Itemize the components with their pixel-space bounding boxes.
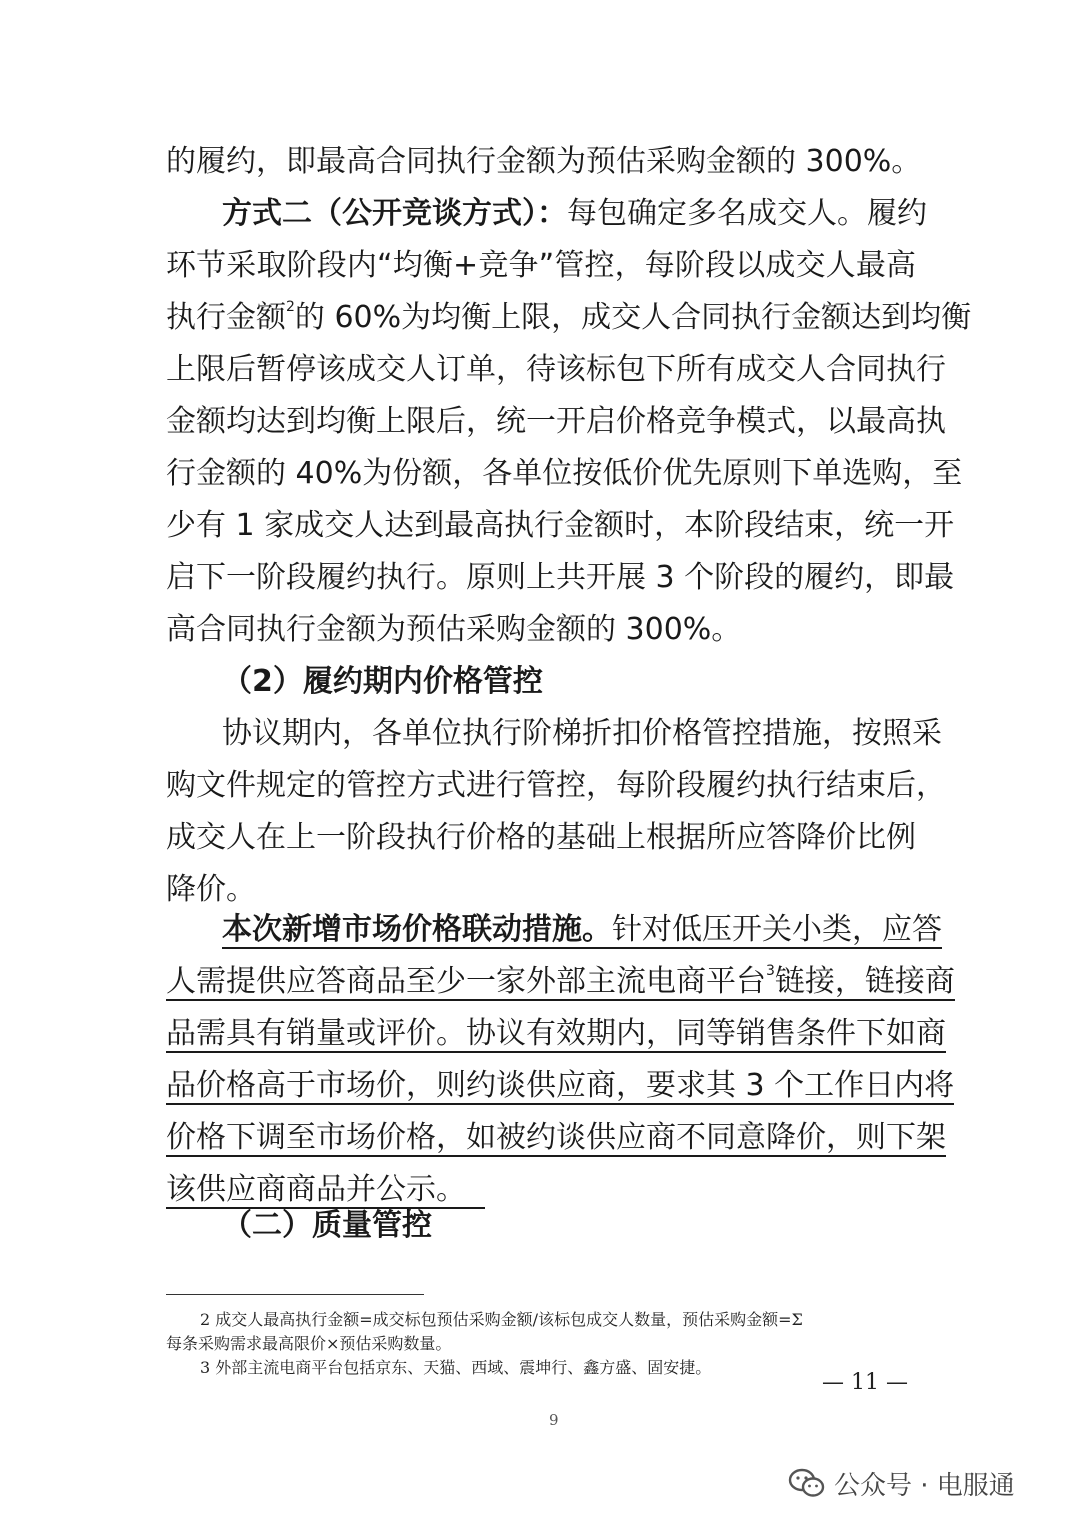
body-line: 购文件规定的管控方式进行管控，每阶段履约执行结束后， bbox=[166, 768, 946, 803]
sheet-number: 9 bbox=[549, 1411, 559, 1429]
body-line: 行金额的 40%为份额，各单位按低价优先原则下单选购，至 bbox=[166, 456, 963, 491]
footnote-3: 3 外部主流电商平台包括京东、天猫、西域、震坤行、鑫方盛、固安捷。 bbox=[200, 1358, 712, 1377]
watermark-text: 公众号 · 电服通 bbox=[834, 1470, 1015, 1501]
footnote-ref: 3 bbox=[766, 963, 775, 979]
page-number: — 11 — bbox=[822, 1370, 908, 1395]
wechat-watermark bbox=[788, 1463, 1015, 1503]
body-line: 少有 1 家成交人达到最高执行金额时，本阶段结束，统一开 bbox=[166, 508, 955, 543]
body-line: 降价。 bbox=[166, 872, 256, 907]
body-line: 的履约，即最高合同执行金额为预估采购金额的 300%。 bbox=[166, 144, 922, 179]
body-line-underlined: 品价格高于市场价，则约谈供应商，要求其 3 个工作日内将 bbox=[166, 1068, 955, 1103]
body-line: 高合同执行金额为预估采购金额的 300%。 bbox=[166, 612, 742, 647]
section-heading-price-control: （2）履约期内价格管控 bbox=[222, 664, 543, 699]
body-line: 方式二（公开竞谈方式）：每包确定多名成交人。履约 bbox=[222, 196, 927, 231]
body-line: 金额均达到均衡上限后，统一开启价格竞争模式，以最高执 bbox=[166, 404, 946, 439]
body-line: 执行金额$^2$的 60%为均衡上限，成交人合同执行金额达到均衡 bbox=[166, 299, 972, 335]
section-heading-quality-control: （二）质量管控 bbox=[222, 1208, 432, 1243]
body-line: 环节采取阶段内“均衡+竞争”管控，每阶段以成交人最高 bbox=[166, 248, 916, 283]
new-measure-label: 本次新增市场价格联动措施。 bbox=[222, 912, 612, 947]
body-line-underlined: 该供应商商品并公示。 bbox=[166, 1164, 916, 1216]
footnote-divider bbox=[166, 1294, 424, 1295]
wechat-icon bbox=[788, 1467, 826, 1499]
body-line: 成交人在上一阶段执行价格的基础上根据所应答降价比例 bbox=[166, 820, 916, 855]
body-line: 协议期内，各单位执行阶梯折扣价格管控措施，按照采 bbox=[222, 716, 942, 751]
footnote-2-continued: 每条采购需求最高限价×预估采购数量。 bbox=[166, 1334, 452, 1353]
body-line: 上限后暂停该成交人订单，待该标包下所有成交人合同执行 bbox=[166, 352, 946, 387]
method-two-label: 方式二（公开竞谈方式）： bbox=[222, 196, 567, 231]
footnote-ref: 2 bbox=[286, 299, 295, 315]
body-line-underlined: 本次新增市场价格联动措施。针对低压开关小类，应答 bbox=[222, 912, 942, 947]
body-line-underlined: 人需提供应答商品至少一家外部主流电商平台$^3$链接，链接商 bbox=[166, 963, 955, 999]
body-line-underlined: 品需具有销量或评价。协议有效期内，同等销售条件下如商 bbox=[166, 1016, 946, 1051]
body-line: 启下一阶段履约执行。原则上共开展 3 个阶段的履约，即最 bbox=[166, 560, 955, 595]
body-line-underlined: 价格下调至市场价格，如被约谈供应商不同意降价，则下架 bbox=[166, 1120, 946, 1155]
footnote-2: 2 成交人最高执行金额=成交标包预估采购金额/该标包成交人数量，预估采购金额=Σ bbox=[200, 1310, 803, 1329]
